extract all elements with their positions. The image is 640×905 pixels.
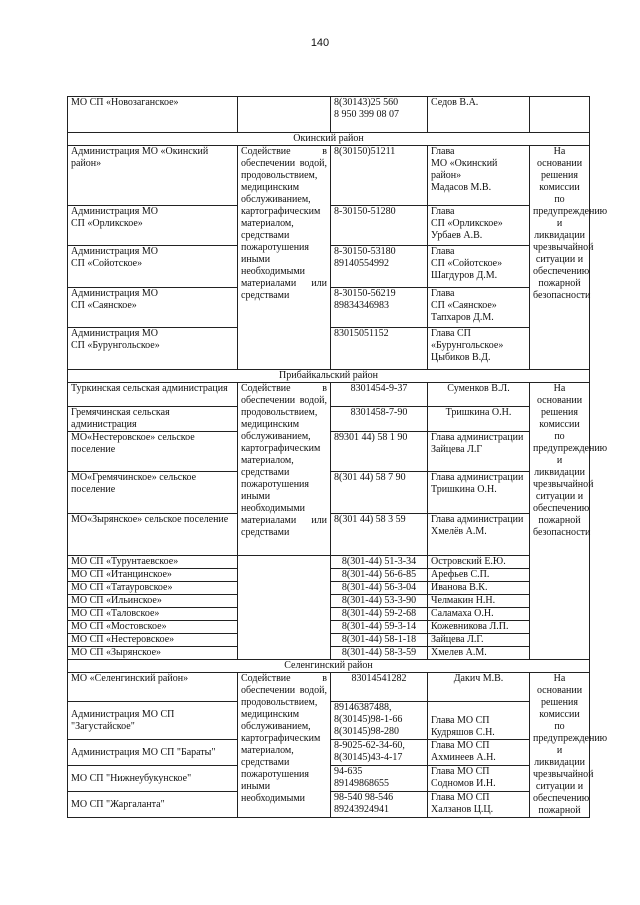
function-cell: Содействие в обеспечении водой, продовольствием, медицинским обслуживанием, картографическим материалом, средствами пожаротушения иными необходимыми материалами или средствами [238, 146, 331, 370]
table-row [68, 146, 590, 206]
phone-cell: 8301454-9-37 [331, 383, 428, 407]
org-cell: МО«Зырянское» сельское поселение [68, 514, 238, 556]
table-row [68, 97, 590, 133]
phone-cell: 8(301-44) 56-6-85 [331, 569, 428, 582]
head-cell: Хмелев А.М. [428, 647, 530, 660]
org-cell: МО«Гремячинское» сельское поселение [68, 472, 238, 514]
org-cell: Администрация МО СП "Загустайское" [68, 702, 238, 740]
head-cell: Глава СП «Бурунгольское» Цыбиков В.Д. [428, 328, 530, 370]
org-cell: Администрация МО СП "Бараты" [68, 740, 238, 766]
org-cell: МО «Селенгинский район» [68, 673, 238, 702]
head-cell: Кожевникова Л.П. [428, 621, 530, 634]
organizations-table [67, 96, 608, 818]
head-cell: Седов В.А. [428, 97, 530, 133]
org-cell: МО СП «Ильинское» [68, 595, 238, 608]
section-title-selenginsky: Селенгинский район [68, 660, 590, 673]
phone-cell: 8301458-7-90 [331, 407, 428, 432]
head-cell: Глава СП «Сойотское» Шагдуров Д.М. [428, 246, 530, 288]
phone-cell: 8-30150-51280 [331, 206, 428, 246]
phone-cell: 83015051152 [331, 328, 428, 370]
head-cell: Глава СП «Саянское» Тапхаров Д.М. [428, 288, 530, 328]
head-cell: Глава МО СП Ахминеев А.Н. [428, 740, 530, 766]
phone-cell: 8(301-44) 58-1-18 [331, 634, 428, 647]
org-cell: МО СП «Нестеровское» [68, 634, 238, 647]
phone-cell: 8(301-44) 51-3-34 [331, 556, 428, 569]
org-cell: МО СП «Татауровское» [68, 582, 238, 595]
org-cell: Администрация МО СП «Саянское» [68, 288, 238, 328]
table-row [68, 673, 590, 702]
head-cell: Зайцева Л.Г. [428, 634, 530, 647]
org-cell: МО СП "Жаргаланта" [68, 792, 238, 818]
section-header-row [68, 370, 590, 383]
section-title-okinsky: Окинский район [68, 133, 590, 146]
phone-cell: 8(301 44) 58 7 90 [331, 472, 428, 514]
section-header-row [68, 133, 590, 146]
section-title-pribaikalsky: Прибайкальский район [68, 370, 590, 383]
org-cell: МО СП «Турунтаевское» [68, 556, 238, 569]
head-cell: Глава администрации Хмелёв А.М. [428, 514, 530, 556]
org-cell: МО«Нестеровское» сельское поселение [68, 432, 238, 472]
head-cell: Дакич М.В. [428, 673, 530, 702]
phone-cell: 98-540 98-546 89243924941 [331, 792, 428, 818]
table-row [68, 556, 590, 569]
head-cell: Саламаха О.Н. [428, 608, 530, 621]
phone-cell: 8(301-44) 58-3-59 [331, 647, 428, 660]
function-cell [238, 97, 331, 133]
head-cell: Челмакин Н.Н. [428, 595, 530, 608]
head-cell: Глава СП «Орликское» Урбаев А.В. [428, 206, 530, 246]
head-cell: Суменков В.Л. [428, 383, 530, 407]
function-cell [238, 556, 331, 660]
head-cell: Глава МО «Окинский район» Мадасов М.В. [428, 146, 530, 206]
phone-cell: 8(301-44) 53-3-90 [331, 595, 428, 608]
head-cell: Глава администрации Зайцева Л.Г [428, 432, 530, 472]
phone-cell: 89301 44) 58 1 90 [331, 432, 428, 472]
org-cell: Администрация МО СП «Орликское» [68, 206, 238, 246]
org-cell: МО СП «Зырянское» [68, 647, 238, 660]
org-cell: МО СП "Нижнеубукунское" [68, 766, 238, 792]
head-cell: Глава администрации Тришкина О.Н. [428, 472, 530, 514]
phone-cell: 8(301-44) 59-3-14 [331, 621, 428, 634]
note-cell [530, 97, 590, 133]
phone-cell: 8(301 44) 58 3 59 [331, 514, 428, 556]
org-cell: МО СП «Итанцинское» [68, 569, 238, 582]
org-cell: Администрация МО СП «Сойотское» [68, 246, 238, 288]
org-cell: Администрация МО СП «Бурунгольское» [68, 328, 238, 370]
section-header-row [68, 660, 590, 673]
org-cell: Туркинская сельская администрация [68, 383, 238, 407]
note-cell: На основании решения комиссии по предупреждению и ликвидации чрезвычайной ситуации и обеспечению пожарной [530, 673, 590, 818]
org-cell: Администрация МО «Окинский район» [68, 146, 238, 206]
head-cell: Иванова В.К. [428, 582, 530, 595]
note-cell: На основании решения комиссии по предупреждению и ликвидации чрезвычайной ситуации и обеспечению пожарной безопасности [530, 146, 590, 370]
head-cell: Глава МО СП Кудряшов С.Н. [428, 702, 530, 740]
head-cell: Арефьев С.П. [428, 569, 530, 582]
org-cell: МО СП «Таловское» [68, 608, 238, 621]
phone-cell: 8(301-44) 56-3-04 [331, 582, 428, 595]
function-cell: Содействие в обеспечении водой, продовольствием, медицинским обслуживанием, картографическим материалом, средствами пожаротушения иными необходимыми [238, 673, 331, 818]
phone-cell: 89146387488, 8(30145)98-1-66 8(30145)98-280 [331, 702, 428, 740]
org-cell: Гремячинская сельская администрация [68, 407, 238, 432]
page-number: 140 [310, 37, 330, 49]
phone-cell: 8-30150-53180 89140554992 [331, 246, 428, 288]
phone-cell: 8(30143)25 560 8 950 399 08 07 [331, 97, 428, 133]
phone-cell: 8(30150)51211 [331, 146, 428, 206]
head-cell: Глава МО СП Содномов И.Н. [428, 766, 530, 792]
note-cell: На основании решения комиссии по предупреждению и ликвидации чрезвычайной ситуации и обеспечению пожарной безопасности [530, 383, 590, 660]
head-cell: Тришкина О.Н. [428, 407, 530, 432]
org-cell: МО СП «Новозаганское» [68, 97, 238, 133]
phone-cell: 94-635 89149868655 [331, 766, 428, 792]
head-cell: Глава МО СП Халзанов Ц.Ц. [428, 792, 530, 818]
phone-cell: 8-30150-56219 89834346983 [331, 288, 428, 328]
org-cell: МО СП «Мостовское» [68, 621, 238, 634]
phone-cell: 8-9025-62-34-60, 8(30145)43-4-17 [331, 740, 428, 766]
phone-cell: 83014541282 [331, 673, 428, 702]
head-cell: Островский Е.Ю. [428, 556, 530, 569]
table-row [68, 383, 590, 407]
function-cell: Содействие в обеспечении водой, продовольствием, медицинским обслуживанием, картографическим материалом, средствами пожаротушения иными необходимыми материалами или средствами [238, 383, 331, 556]
phone-cell: 8(301-44) 59-2-68 [331, 608, 428, 621]
